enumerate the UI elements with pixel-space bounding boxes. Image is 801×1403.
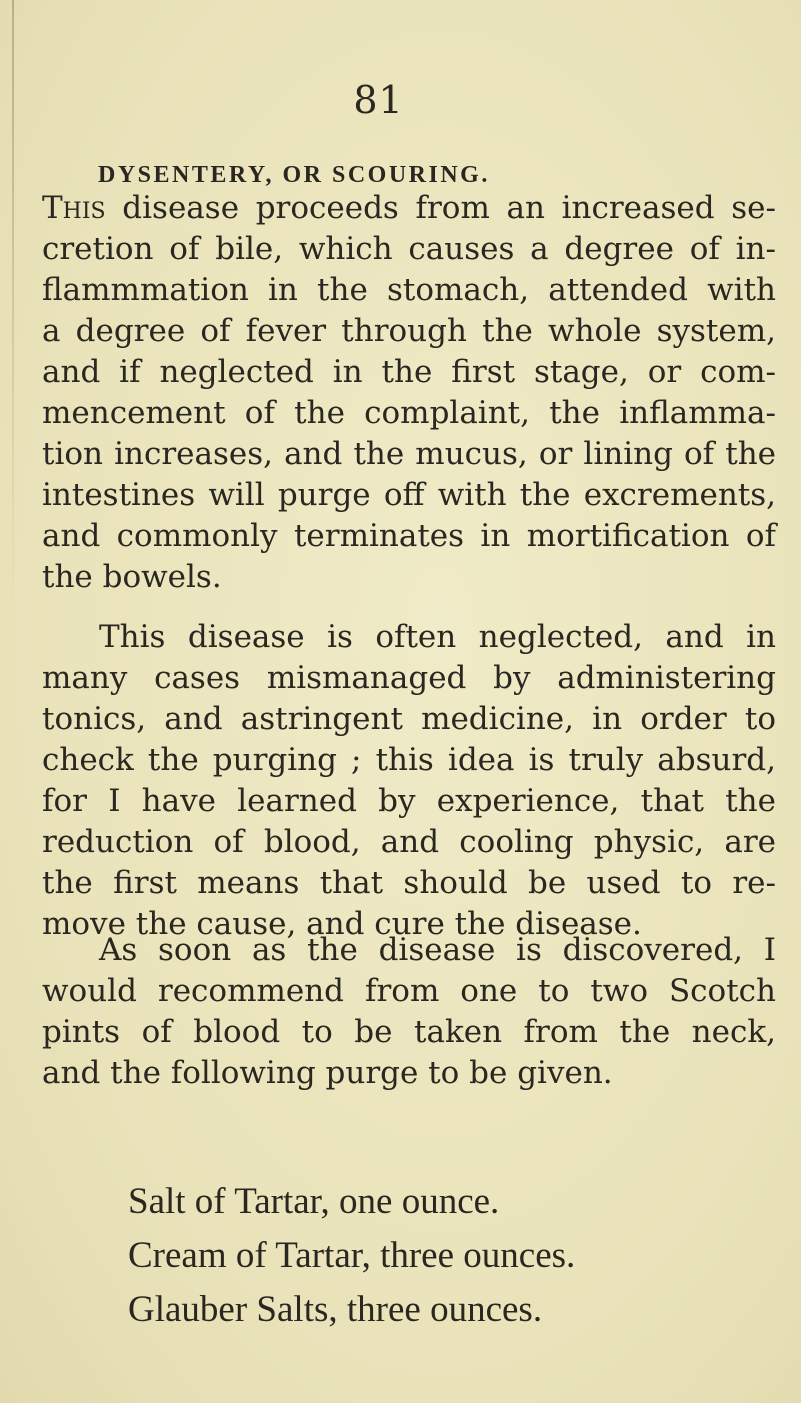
paragraph-line: reduction of blood, and cooling physic, are: [42, 824, 776, 860]
paragraph-line: flammmation in the stomach, attended with: [42, 272, 776, 308]
paragraph-1: [42, 188, 776, 598]
paragraph-3: [42, 930, 776, 1094]
paragraph-line: would recommend from one to two Scotch: [42, 973, 776, 1009]
page-number: 81: [353, 78, 404, 122]
paragraph-line: many cases mismanaged by administering: [42, 660, 776, 696]
paragraph-line: and if neglected in the first stage, or com-: [42, 354, 776, 390]
section-heading: DYSENTERY, OR SCOURING.: [98, 162, 490, 188]
paragraph-line: mencement of the complaint, the inflamma-: [42, 395, 776, 431]
paragraph-line: This disease proceeds from an increased se-: [42, 190, 776, 226]
paragraph-line: the first means that should be used to re-: [42, 865, 776, 901]
paragraph-line: cretion of bile, which causes a degree of in-: [42, 231, 776, 267]
recipe-item: Salt of Tartar, one ounce.: [128, 1181, 500, 1222]
paragraph-line: pints of blood to be taken from the neck,: [42, 1014, 776, 1050]
paragraph-line: tonics, and astringent medicine, in order to: [42, 701, 776, 737]
paragraph-line: move the cause, and cure the disease.: [42, 906, 642, 942]
paragraph-line: a degree of fever through the whole system,: [42, 313, 776, 349]
paragraph-line: As soon as the disease is discovered, I: [99, 932, 776, 968]
recipe-item: Glauber Salts, three ounces.: [128, 1289, 543, 1330]
paragraph-line: This disease is often neglected, and in: [99, 619, 776, 655]
recipe-list: [128, 1175, 575, 1337]
paragraph-line: the bowels.: [42, 559, 222, 595]
drop-word: This: [42, 190, 106, 226]
paragraph-line: tion increases, and the mucus, or lining of the: [42, 436, 776, 472]
paragraph-line: and commonly terminates in mortification of: [42, 518, 776, 554]
paragraph-line: for I have learned by experience, that the: [42, 783, 776, 819]
paragraph-line: check the purging ; this idea is truly absurd,: [42, 742, 776, 778]
paragraph-line: and the following purge to be given.: [42, 1055, 613, 1091]
paragraph-line: intestines will purge off with the excrements,: [42, 477, 776, 513]
paragraph-2: [42, 617, 776, 945]
recipe-item: Cream of Tartar, three ounces.: [128, 1235, 576, 1276]
